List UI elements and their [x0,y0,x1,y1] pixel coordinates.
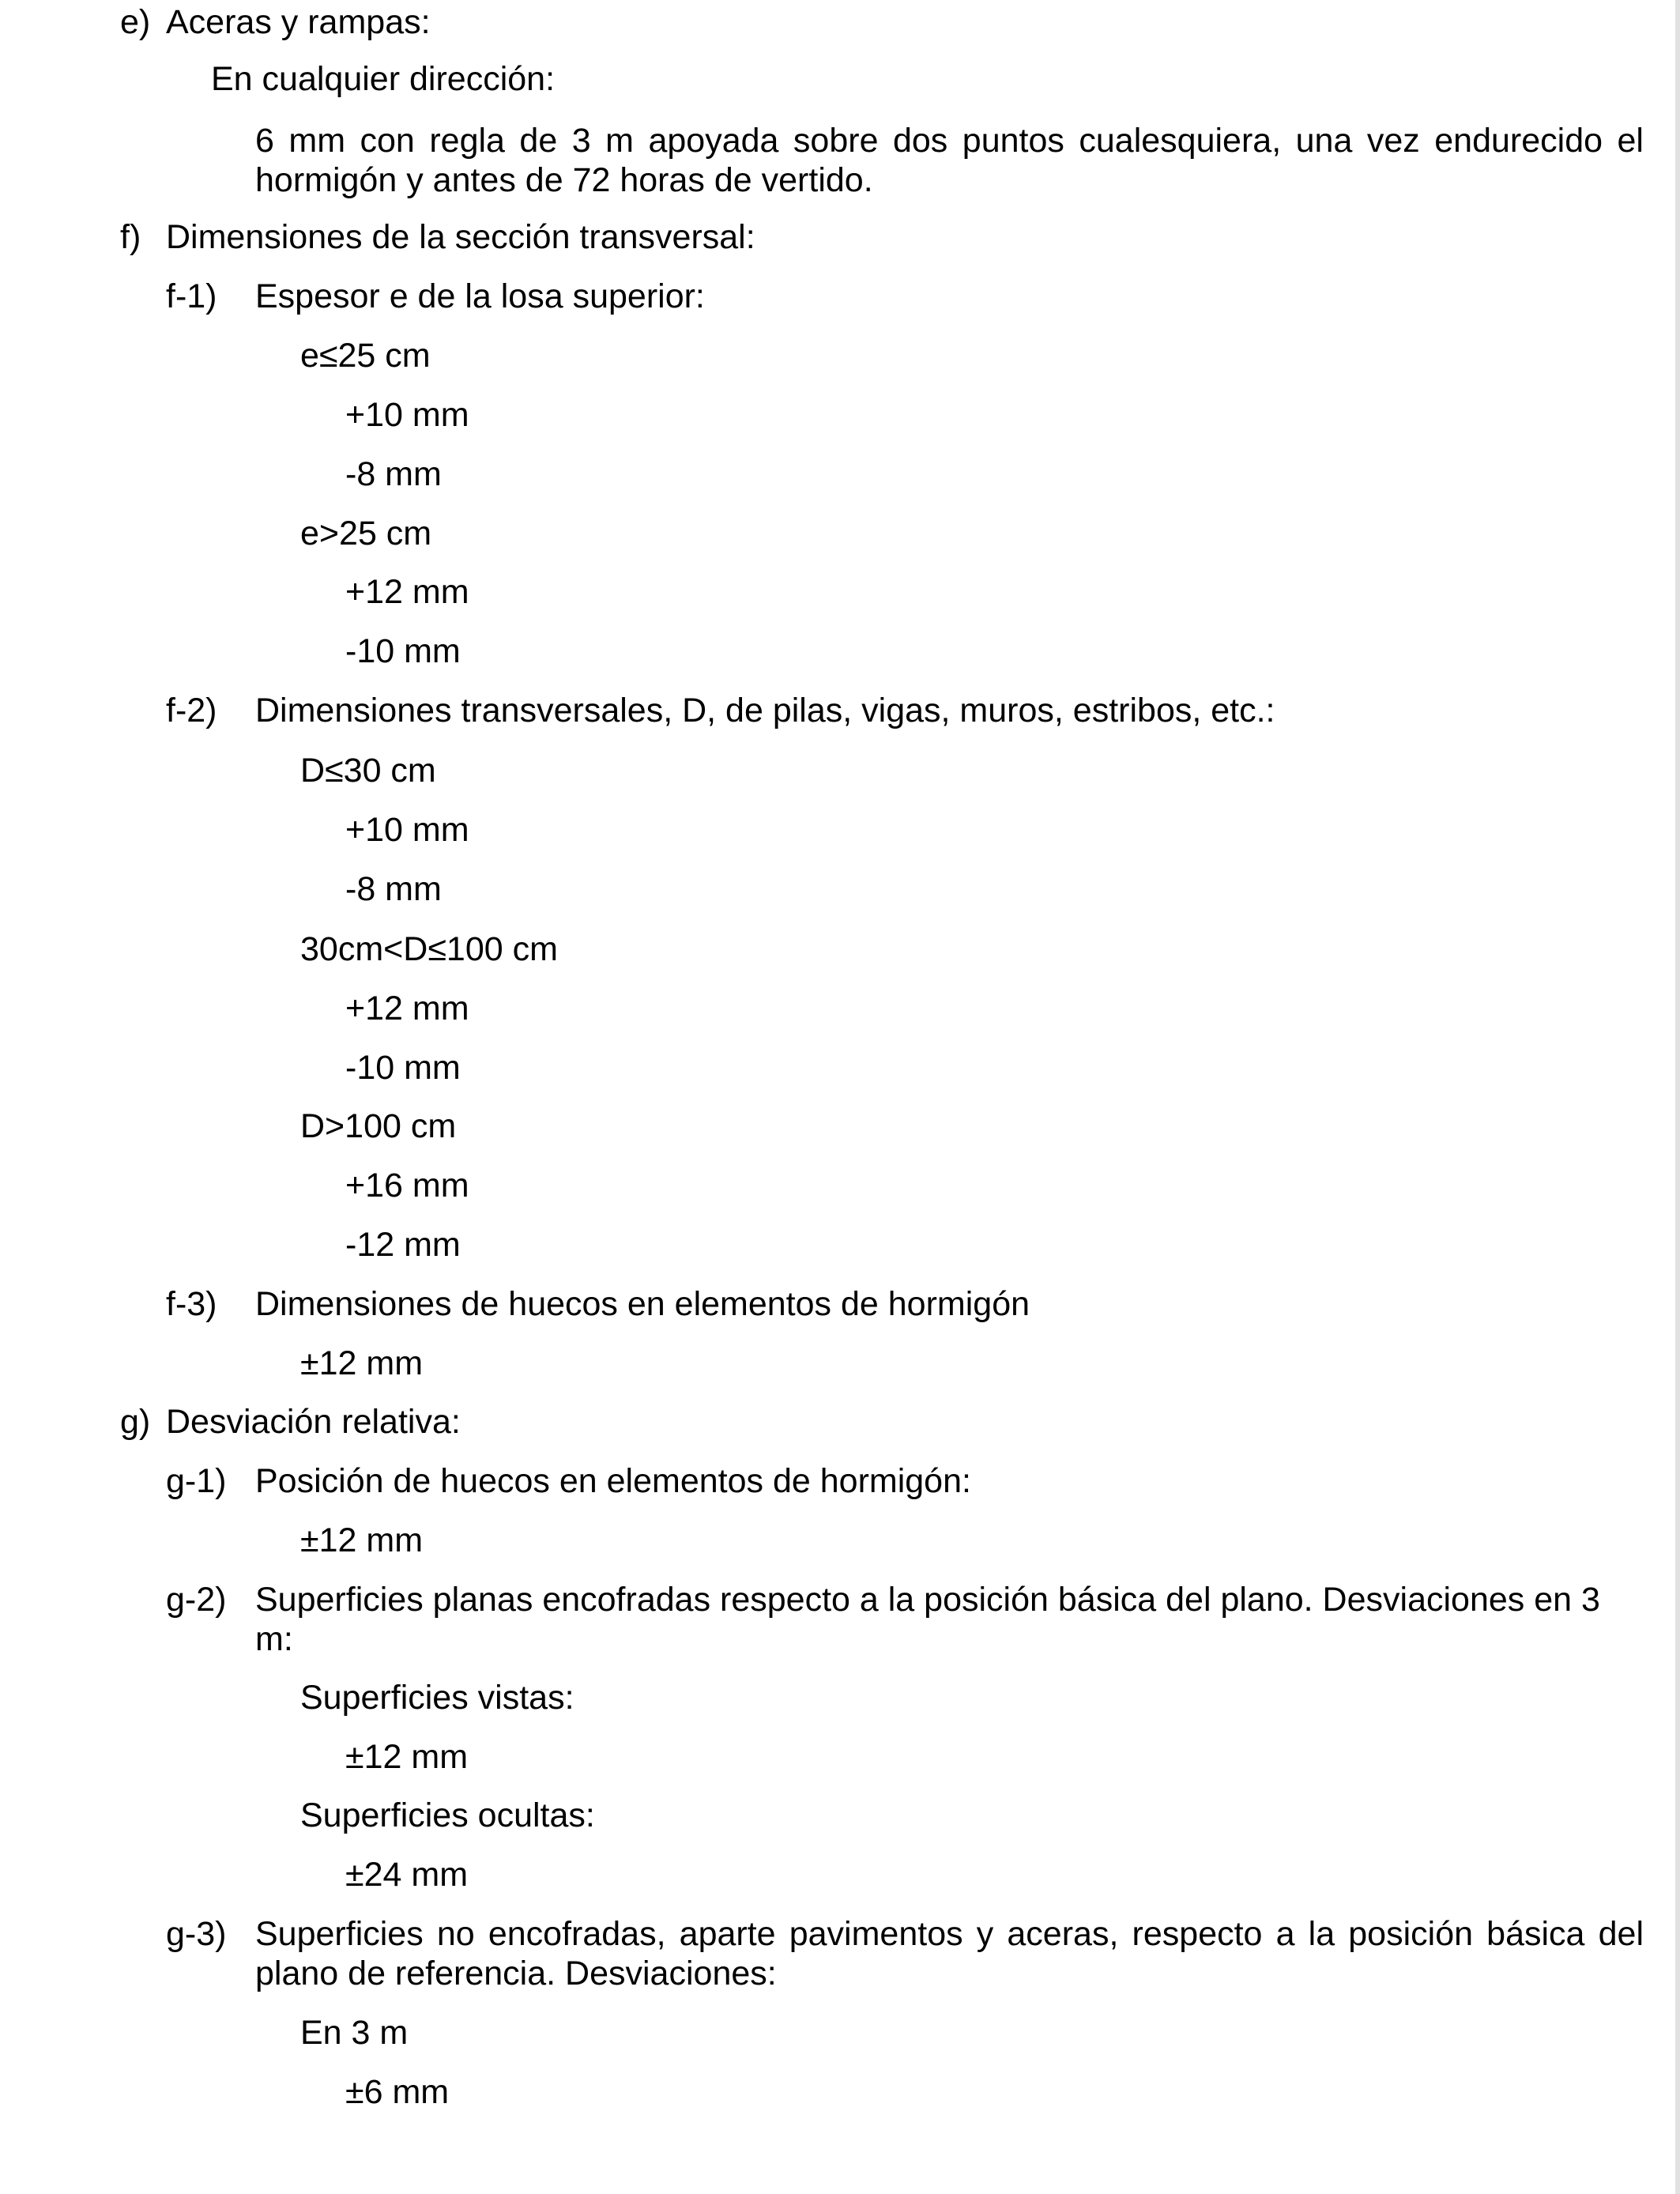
item-label-g: g) [120,1403,151,1441]
condition-f2-1: D≤30 cm [300,752,436,790]
subitem-title-f3: Dimensiones de huecos en elementos de hormigón [255,1285,1030,1323]
tolerance-f1-1-plus: +10 mm [345,396,469,434]
subitem-title-f2: Dimensiones transversales, D, de pilas, vigas, muros, estribos, etc.: [255,692,1275,729]
condition-f2-2: 30cm<D≤100 cm [300,930,558,968]
tolerance-f2-2-plus: +12 mm [345,990,469,1027]
tolerance-g1: ±12 mm [300,1521,424,1559]
condition-g3-1: En 3 m [300,2014,409,2052]
subitem-label-f3: f-3) [166,1285,217,1323]
condition-g2-1: Superficies vistas: [300,1679,574,1717]
tolerance-f2-1-plus: +10 mm [345,811,469,849]
tolerance-f2-3-minus: -12 mm [345,1226,461,1264]
condition-f1-2: e>25 cm [300,515,432,552]
subitem-title-g3: Superficies no encofradas, aparte pavimentos y aceras, respecto a la posición básica del plano de referencia. Desviaciones: [255,1915,1644,1992]
item-label-f: f) [120,218,141,256]
tolerance-f3: ±12 mm [300,1344,424,1382]
subitem-label-f2: f-2) [166,692,217,729]
subitem-title-g1: Posición de huecos en elementos de hormigón: [255,1462,971,1500]
item-title-e: Aceras y rampas: [166,3,431,41]
subitem-label-g3: g-3) [166,1915,227,1953]
subitem-title-g2: Superficies planas encofradas respecto a la posición básica del plano. Desviaciones en 3 m: [255,1581,1600,1658]
tolerance-f1-2-minus: -10 mm [345,632,461,670]
page-edge-divider [1675,0,1680,2194]
condition-g2-2: Superficies ocultas: [300,1796,595,1834]
condition-f2-3: D>100 cm [300,1107,457,1145]
subitem-label-f1: f-1) [166,277,217,315]
tolerance-f1-1-minus: -8 mm [345,455,442,493]
item-title-g: Desviación relativa: [166,1403,461,1441]
item-text-e: 6 mm con regla de 3 m apoyada sobre dos puntos cualesquiera, una vez endurecido el hormigón y antes de 72 horas de vertido. [255,122,1644,199]
subitem-label-g1: g-1) [166,1462,227,1500]
tolerance-g2-2: ±24 mm [345,1856,469,1894]
item-subtitle-e: En cualquier dirección: [211,60,556,98]
tolerance-g3-1: ±6 mm [345,2073,450,2111]
subitem-label-g2: g-2) [166,1581,227,1619]
tolerance-f1-2-plus: +12 mm [345,573,469,611]
tolerance-f2-3-plus: +16 mm [345,1167,469,1204]
tolerance-f2-2-minus: -10 mm [345,1049,461,1087]
item-title-f: Dimensiones de la sección transversal: [166,218,755,256]
tolerance-g2-1: ±12 mm [345,1738,469,1776]
subitem-title-f1: Espesor e de la losa superior: [255,277,705,315]
tolerance-f2-1-minus: -8 mm [345,870,442,908]
condition-f1-1: e≤25 cm [300,337,431,375]
item-label-e: e) [120,3,151,41]
